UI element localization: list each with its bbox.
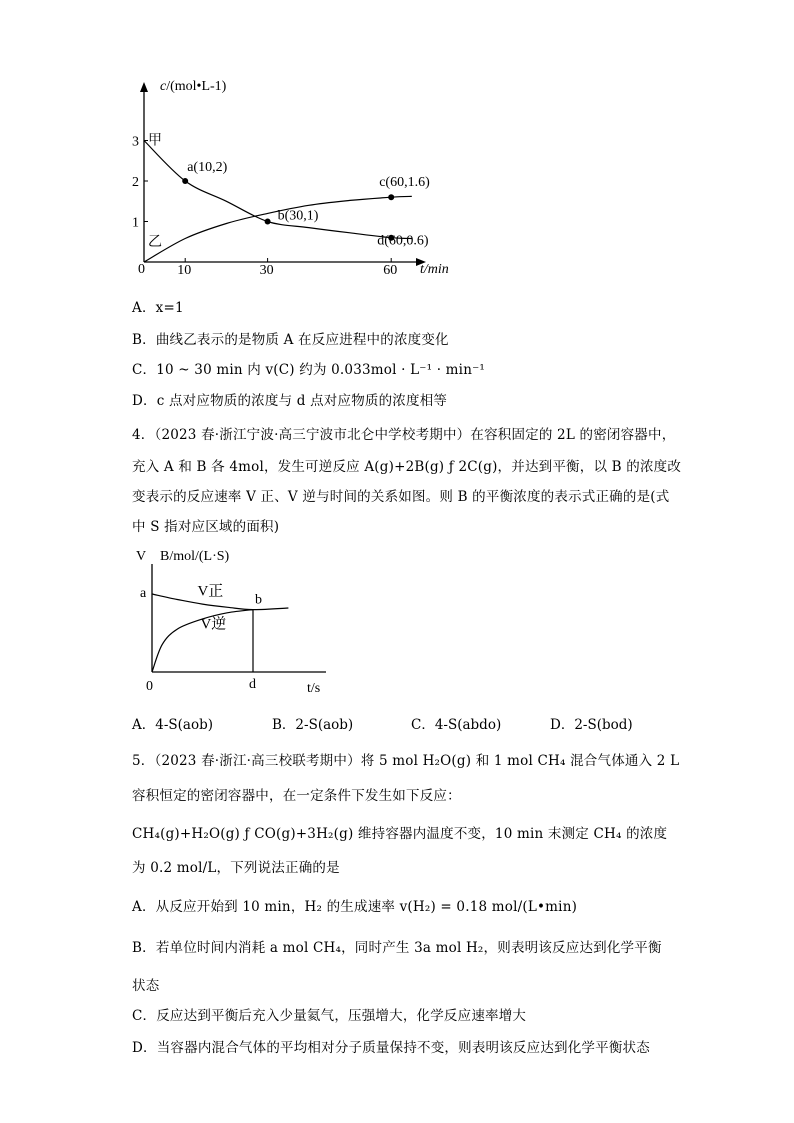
q5-stem-line-1: 5．（2023 春·浙江·高三校联考期中）将 5 mol H₂O(g) 和 1 mol CH₄ 混合气体通入 2 L [132, 753, 680, 769]
c1-x-tick-label: 60 [383, 263, 398, 278]
q5-option-a: A．从反应开始到 10 min，H₂ 的生成速率 v(H₂) = 0.18 mol/(L•min) [132, 899, 578, 915]
c2-ylabel-unit: B/mol/(L·S) [160, 549, 230, 564]
c1-x-tick-label: 10 [177, 263, 192, 278]
c1-point-label: a(10,2) [187, 160, 228, 175]
q3-option-c: C．10 ~ 30 min 内 v(C) 约为 0.033mol · L⁻¹ · min⁻¹ [132, 362, 486, 378]
c1-point [182, 178, 188, 184]
c2-xlabel: t/s [307, 681, 321, 696]
c1-point-label: c(60,1.6) [379, 175, 430, 191]
c1-x-tick-label: 30 [259, 263, 274, 278]
c1-y-tick-label: 2 [132, 175, 139, 190]
c1-origin: 0 [138, 262, 145, 277]
c1-point-label: b(30,1) [277, 208, 319, 224]
q5-option-d: D．当容器内混合气体的平均相对分子质量保持不变，则表明该反应达到化学平衡状态 [132, 1040, 650, 1056]
q4-option-a: A．4-S(aob) [132, 717, 213, 733]
q4-stem-line-1: 4．（2023 春·浙江宁波·高三宁波市北仑中学校考期中）在容积固定的 2L 的密闭容器中， [132, 427, 676, 443]
q4-stem-line-2: 充入 A 和 B 各 4mol，发生可逆反应 A(g)+2B(g) ƒ 2C(g)，并达到平衡，以 B 的浓度改 [132, 459, 682, 475]
c1-y-arrow [140, 82, 148, 92]
q5-option-b-line-2: 状态 [132, 978, 160, 994]
c2-point-label: a [140, 586, 147, 601]
c1-point [388, 194, 394, 200]
c2-point-label: d [249, 677, 256, 692]
c1-series-line-jia [144, 141, 412, 239]
q4-option-b: B．2-S(aob) [272, 717, 354, 733]
q5-stem-line-2: 容积恒定的密闭容器中，在一定条件下发生如下反应： [132, 788, 461, 804]
q4-option-c: C．4-S(abdo) [411, 717, 502, 733]
q5-stem-line-4: 为 0.2 mol/L，下列说法正确的是 [132, 860, 340, 876]
c1-ylabel: c/(mol•L-1) [160, 79, 227, 94]
q3-option-d: D．c 点对应物质的浓度与 d 点对应物质的浓度相等 [132, 393, 448, 409]
c1-point [265, 219, 271, 225]
q4-stem-line-4: 中 S 指对应区域的面积) [132, 519, 280, 535]
c1-xlabel: t/min [420, 262, 449, 277]
q4-stem-line-3: 变表示的反应速率 V 正、V 逆与时间的关系如图。则 B 的平衡浓度的表示式正确的是(式 [132, 489, 670, 505]
c2-ylabel: V [136, 549, 147, 564]
c2-series-label-v-reverse: V逆 [200, 616, 227, 633]
c1-y-tick-label: 1 [132, 215, 139, 231]
c2-point-label: b [255, 592, 262, 608]
c2-series-label-v-forward: V正 [197, 583, 224, 600]
c1-series-label-jia: 甲 [148, 133, 162, 149]
c1-series-label-yi: 乙 [148, 234, 162, 250]
q4-option-d: D．2-S(bod) [550, 717, 633, 733]
q3-option-b: B．曲线乙表示的是物质 A 在反应进程中的浓度变化 [132, 332, 449, 348]
q5-option-b-line-1: B．若单位时间内消耗 a mol CH₄，同时产生 3a mol H₂，则表明该反应达到化学平衡 [132, 940, 662, 956]
q5-stem-line-3: CH₄(g)+H₂O(g) ƒ CO(g)+3H₂(g) 维持容器内温度不变，10 min 末测定 CH₄ 的浓度 [132, 826, 668, 842]
c2-origin: 0 [146, 679, 153, 694]
q3-option-a: A．x=1 [132, 300, 184, 316]
rate-time-chart [130, 540, 350, 702]
c1-y-tick-label: 3 [132, 134, 139, 150]
concentration-time-chart [130, 70, 470, 285]
c1-point-label: d(60,0.6) [377, 233, 429, 249]
c1-series-line-yi [144, 196, 412, 262]
q5-option-c: C．反应达到平衡后充入少量氦气，压强增大，化学反应速率增大 [132, 1008, 527, 1024]
